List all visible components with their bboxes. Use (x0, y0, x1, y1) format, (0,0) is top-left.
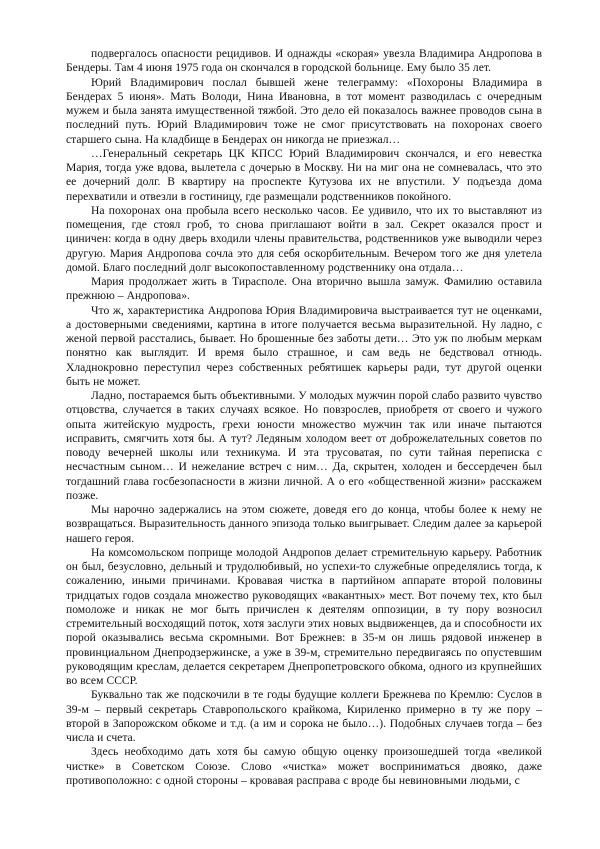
paragraph: Ладно, постараемся быть объективными. У молодых мужчин порой слабо развито чувство отцовства, случается в таких случаях всякое. Но повзрослев, приобретя от своего и чужого опыта житейскую мудрость, грехи юности множество мужчин так или иначе пытаются исправить, смягчить хотя бы. А тут? Ледяным холодом веет от доброжелательных советов по поводу вечерней школы или техникума. И эта трусоватая, по сути тайная переписка с несчастным сыном… И нежелание встреч с ним… Да, скрытен, холоден и бессердечен был тогдашний глава госбезопасности в жизни личной. А о его «общественной жизни» расскажем позже. (66, 389, 542, 502)
paragraph: Юрий Владимирович послал бывшей жене телеграмму: «Похороны Владимира в Бендерах 5 июня». Мать Володи, Нина Ивановна, в тот момент разводилась с очередным мужем и была занята имущественной тяжбой. Это дело ей показалось важнее проводов сына в последний путь. Юрий Владимирович тоже не смог присутствовать на похоронах своего старшего сына. На кладбище в Бендерах он никогда не приезжал… (66, 75, 542, 146)
paragraph: На комсомольском поприще молодой Андропов делает стремительную карьеру. Работник он был, безусловно, дельный и трудолюбивый, но успехи-то служебные определялись тогда, к сожалению, иными причинами. Кровавая чистка в партийном аппарате второй половины тридцатых годов создала множество руководящих «вакантных» мест. Вот почему тех, кто был помоложе и никак не мог быть причислен к деятелям оппозиции, в ту пору возносил стремительный восходящий поток, хотя заслуги этих новых выдвиженцев, да и способности их порой оказывались весьма скромными. Вот Брежнев: в 35-м он лишь рядовой инженер в провинциальном Днепродзержинске, а уже в 39-м, стремительно передвигаясь по опустевшим руководящим креслам, делается секретарем Днепропетровского обкома, одного из крупнейших во всем СССР. (66, 545, 542, 687)
paragraph: Здесь необходимо дать хотя бы самую общую оценку произошедшей тогда «великой чистке» в Советском Союзе. Слово «чистка» может восприниматься двояко, даже противоположно: с одной стороны – кровавая расправа с вроде бы невиновными людьми, с (66, 745, 542, 787)
paragraph: …Генеральный секретарь ЦК КПСС Юрий Владимирович скончался, и его невестка Мария, тогда уже вдова, вылетела с дочерью в Москву. Ни на миг она не сомневалась, что это ее дочерний долг. В квартиру на проспекте Кутузова их не впустили. У подъезда дома перехватили и отвезли в гостиницу, где размещали родственников покойного. (66, 146, 542, 203)
paragraph: Что ж, характеристика Андропова Юрия Владимировича выстраивается тут не оценками, а достоверными сведениями, картина в итоге получается весьма выразительной. Ну ладно, с женой первой расстались, бывает. Но брошенные без заботы дети… Это уж по любым меркам понятно как выглядит. И время было страшное, и сам ведь не бедствовал отнюдь. Хладнокровно переступил через собственных ребятишек карьеры ради, тут другой оценки быть не может. (66, 303, 542, 388)
paragraph: подвергалось опасности рецидивов. И однажды «скорая» увезла Владимира Андропова в Бендеры. Там 4 июня 1975 года он скончался в городской больнице. Ему было 35 лет. (66, 47, 542, 75)
paragraph: Буквально так же подскочили в те годы будущие коллеги Брежнева по Кремлю: Суслов в 39-м – первый секретарь Ставропольского крайкома, Кириленко примерно в ту же пору – второй в Запорожском обкоме и т.д. (а им и сорока не было…). Подобных случаев тогда – без числа и счета. (66, 688, 542, 744)
paragraph: На похоронах она пробыла всего несколько часов. Ее удивило, что их то выставляют из помещения, где стоял гроб, то снова приглашают войти в зал. Секрет оказался прост и циничен: когда в одну дверь входили члены правительства, родственников уже выводили через другую. Мария Андропова сочла это для себя оскорбительным. Вечером того же дня улетела домой. Благо последний долг высокопоставленному родственнику она отдала… (66, 203, 542, 274)
text-column (66, 47, 542, 788)
paragraph: Мария продолжает жить в Тирасполе. Она вторично вышла замуж. Фамилию оставила прежнюю – Андропова». (66, 275, 542, 303)
paragraph: Мы нарочно задержались на этом сюжете, доведя его до конца, чтобы более к нему не возвращаться. Выразительность данного эпизода только выигрывает. Следим далее за карьерой нашего героя. (66, 503, 542, 545)
